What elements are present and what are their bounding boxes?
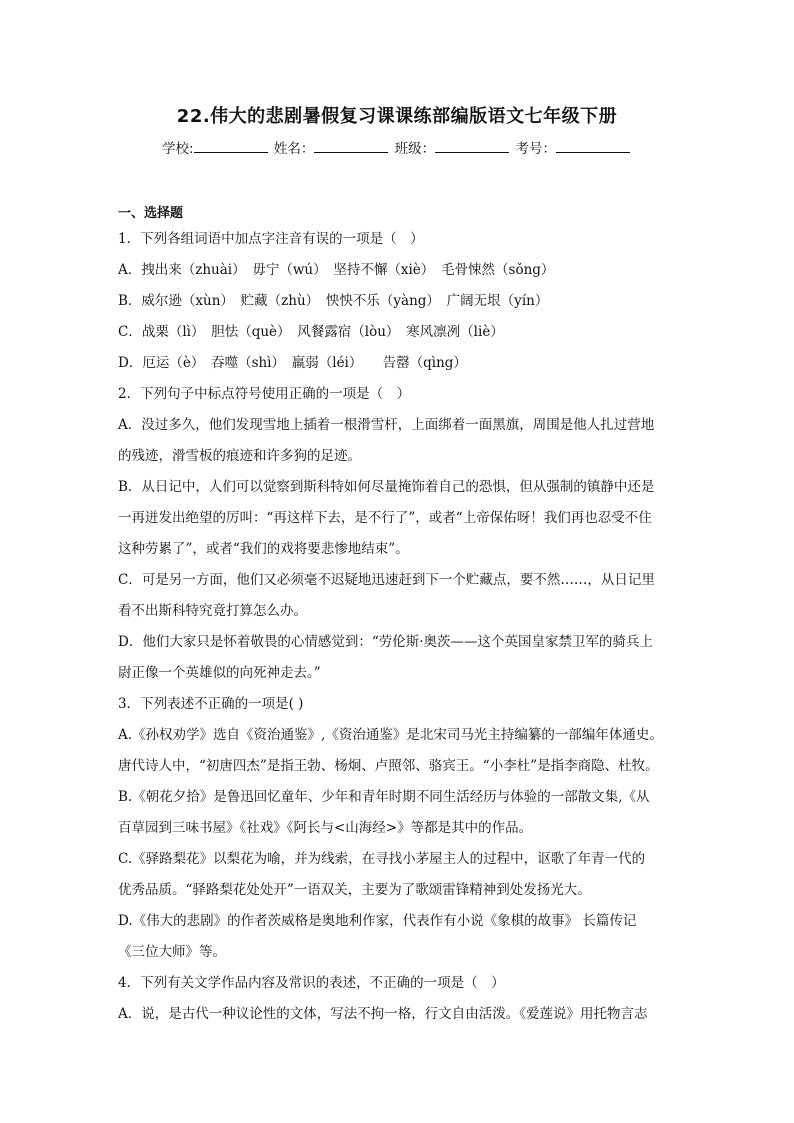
school-field[interactable] [194,138,268,153]
id-label: 考号： [515,141,556,157]
question-3-option-d-line-1: D.《伟大的悲剧》的作者茨威格是奥地利作家，代表作有小说《象棋的故事》 长篇传记 [118,913,637,929]
question-1-option-b: B．威尔逊（xùn） 贮藏（zhù） 怏怏不乐（yàng） 广阔无垠（yín） [118,293,549,309]
question-2-option-c-line-1: C．可是另一方面，他们又必须毫不迟疑地迅速赶到下一个贮藏点，要不然……，从日记里 [118,572,655,588]
question-4-option-a-line-1: A．说，是古代一种议论性的文体，写法不拘一格，行文自由活泼。《爱莲说》用托物言志 [118,1006,648,1022]
question-3-stem: 3．下列表述不正确的一项是( ) [118,696,304,712]
question-2-option-d-line-1: D．他们大家只是怀着敬畏的心情感觉到：“劳伦斯·奥茨——这个英国皇家禁卫军的骑兵上 [118,634,654,650]
question-2-option-b-line-1: B．从日记中，人们可以觉察到斯科特如何尽量掩饰着自己的恐惧，但从强制的镇静中还是 [118,479,655,495]
question-1-stem: 1．下列各组词语中加点字注音有误的一项是（ ） [118,231,424,247]
page-title: 22.伟大的悲剧暑假复习课课练部编版语文七年级下册 [176,106,618,127]
question-2-option-b-line-2: 一再迸发出绝望的厉叫：“再这样下去，是不行了”，或者“上帝保佑呀！我们再也忍受不住 [118,510,652,526]
id-field[interactable] [556,138,630,153]
question-3-option-c-line-1: C.《驿路梨花》以梨花为喻，并为线索，在寻找小茅屋主人的过程中，讴歌了年青一代的 [118,851,646,867]
question-3-option-a-line-2: 唐代诗人中，“初唐四杰”是指王勃、杨炯、卢照邻、骆宾王。“小李杜”是指李商隐、杜牧。 [118,758,659,774]
question-3-option-d-line-2: 《三位大师》等。 [118,944,226,960]
question-2-stem: 2．下列句子中标点符号使用正确的一项是（ ） [118,386,411,402]
student-info-row [0,138,794,159]
question-3-option-b-line-2: 百草园到三味书屋》《社戏》《阿长与<山海经>》等都是其中的作品。 [118,820,533,836]
question-2-option-d-line-2: 尉正像一个英雄似的向死神走去。” [118,665,321,681]
question-1-option-d: D．厄运（è） 吞噬（shì） 羸弱（léi） 告罄（qìng） [118,355,467,371]
question-3-option-a-line-1: A.《孙权劝学》选自《资治通鉴》,《资治通鉴》是北宋司马光主持编纂的一部编年体通史。 [118,727,663,743]
question-4-stem: 4．下列有关文学作品内容及常识的表述，不正确的一项是（ ） [118,975,505,991]
question-3-option-c-line-2: 优秀品质。“驿路梨花处处开”一语双关，主要为了歌颂雷锋精神到处发扬光大。 [118,882,591,898]
question-1-option-c: C．战栗（lì） 胆怯（què） 风餐露宿（lòu） 寒风凛冽（liè） [118,324,504,340]
class-field[interactable] [435,138,509,153]
name-label: 姓名： [273,141,315,157]
name-field[interactable] [314,138,388,153]
question-3-option-b-line-1: B.《朝花夕拾》是鲁迅回忆童年、少年和青年时期不同生活经历与体验的一部散文集,《从 [118,789,650,805]
question-2-option-a-line-2: 的残迹，滑雪板的痕迹和许多狗的足迹。 [118,448,361,464]
question-2-option-c-line-2: 看不出斯科特究竟打算怎么办。 [118,603,307,619]
school-label: 学校: [162,141,194,157]
question-2-option-b-line-3: 这种劳累了”，或者“我们的戏将要悲惨地结束”。 [118,541,409,557]
section-heading: 一、选择题 [118,206,184,221]
question-2-option-a-line-1: A．没过多久，他们发现雪地上插着一根滑雪杆，上面绑着一面黑旗，周围是他人扎过营地 [118,417,655,433]
question-1-option-a: A．拽出来（zhuài） 毋宁（wú） 坚持不懈（xiè） 毛骨悚然（sǒng） [118,262,555,278]
class-label: 班级： [394,141,436,157]
question-body [118,224,688,1030]
